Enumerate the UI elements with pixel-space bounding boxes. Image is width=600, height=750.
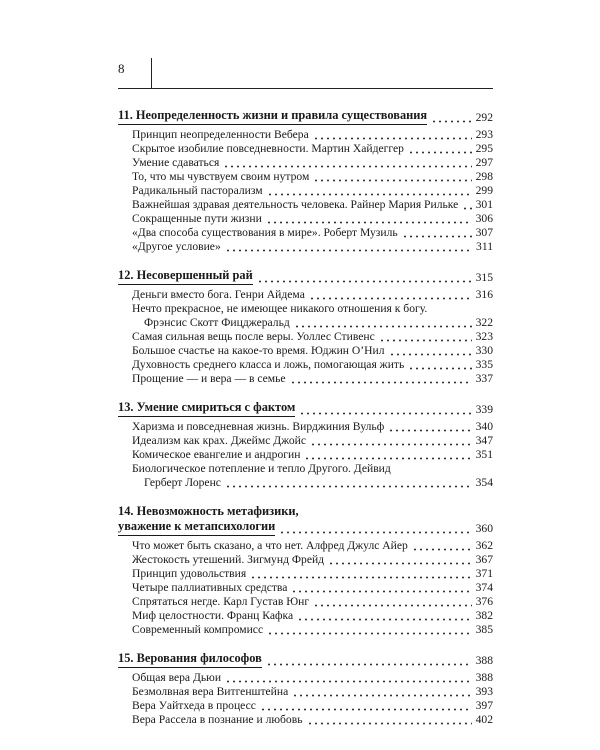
entry-title: Спрятаться негде. Карл Густав Юнг	[132, 595, 310, 608]
leader-dots	[297, 618, 471, 621]
chapter-entry[interactable]	[118, 268, 493, 285]
entry-title: Что может быть сказано, а что нет. Алфред Джулс Айер	[132, 539, 408, 552]
chapter-entry[interactable]	[118, 651, 493, 668]
entry-title: «Два способа существования в мире». Роберт Музиль	[132, 226, 398, 239]
toc-entry-continuation[interactable]	[118, 476, 493, 490]
toc-entry[interactable]	[118, 581, 493, 595]
entry-page: 382	[475, 609, 493, 622]
chapter-title: 15. Верования философов	[118, 651, 262, 668]
chapter-entry-continuation[interactable]	[118, 519, 493, 536]
entry-title: Харизма и повседневная жизнь. Вирджиния Вульф	[132, 420, 385, 433]
entry-title-cont: Фрэнсис Скотт Фицджеральд	[144, 316, 290, 329]
entry-page: 316	[475, 288, 493, 301]
entry-page: 295	[475, 142, 493, 155]
toc-entry[interactable]	[118, 128, 493, 142]
chapter-page: 315	[475, 271, 493, 284]
entry-title: Комическое евангелие и андрогин	[132, 448, 301, 461]
entry-page: 371	[475, 567, 493, 580]
leader-dots	[225, 680, 472, 683]
toc-entry[interactable]	[118, 226, 493, 240]
entry-title: Четыре паллиативных средства	[132, 581, 288, 594]
entry-title: Самая сильная вещь после веры. Уоллес Стивенс	[132, 330, 375, 343]
toc-entry[interactable]	[118, 713, 493, 727]
toc-entry[interactable]	[118, 212, 493, 226]
leader-dots	[291, 590, 471, 593]
toc-entry-continuation[interactable]	[118, 316, 493, 330]
toc-entry[interactable]	[118, 358, 493, 372]
leader-dots	[328, 562, 472, 565]
leader-dots	[388, 429, 471, 432]
toc-section-15	[118, 651, 493, 727]
toc-entry[interactable]	[118, 685, 493, 699]
entry-title: Современный компромисс	[132, 623, 264, 636]
toc-section-13	[118, 400, 493, 490]
leader-dots	[266, 221, 472, 224]
entry-title: Миф целостности. Франц Кафка	[132, 609, 294, 622]
leader-dots	[292, 694, 471, 697]
entry-page: 351	[475, 448, 493, 461]
entry-title: Безмолвная вера Витгенштейна	[132, 685, 289, 698]
leader-dots	[462, 207, 471, 210]
toc-section-12	[118, 268, 493, 386]
entry-title: Принцип удовольствия	[132, 567, 247, 580]
leader-dots	[408, 367, 471, 370]
table-of-contents	[118, 108, 493, 741]
toc-entry[interactable]	[118, 372, 493, 386]
toc-entry[interactable]	[118, 623, 493, 637]
leader-dots	[310, 443, 472, 446]
entry-title: То, что мы чувствуем своим нутром	[132, 170, 310, 183]
entry-page: 374	[475, 581, 493, 594]
entry-page: 402	[475, 713, 493, 726]
leader-dots	[294, 325, 472, 328]
entry-page: 293	[475, 128, 493, 141]
toc-entry[interactable]	[118, 142, 493, 156]
leader-dots	[304, 457, 471, 460]
entry-title: Скрытое изобилие повседневности. Мартин Хайдеггер	[132, 142, 404, 155]
leader-dots	[267, 193, 472, 196]
toc-section-11	[118, 108, 493, 254]
entry-title: Сокращенные пути жизни	[132, 212, 262, 225]
chapter-title: 11. Неопределенность жизни и правила существования	[118, 108, 427, 125]
entry-title: Большое счастье на какое-то время. Юджин О’Нил	[132, 344, 385, 357]
toc-entry[interactable]	[118, 240, 493, 254]
entry-page: 307	[475, 226, 493, 239]
entry-page: 311	[476, 240, 493, 253]
toc-entry[interactable]	[118, 699, 493, 713]
leader-dots	[431, 120, 471, 123]
entry-page: 337	[475, 372, 493, 385]
toc-section-14	[118, 504, 493, 637]
toc-entry[interactable]	[118, 344, 493, 358]
toc-entry[interactable]	[118, 156, 493, 170]
entry-page: 367	[475, 553, 493, 566]
entry-page: 297	[475, 156, 493, 169]
header-horizontal-rule	[118, 88, 493, 89]
entry-page: 362	[475, 539, 493, 552]
leader-dots	[389, 353, 472, 356]
entry-page: 388	[475, 671, 493, 684]
leader-dots	[225, 485, 472, 488]
entry-page: 322	[475, 316, 493, 329]
leader-dots	[250, 576, 471, 579]
leader-dots	[279, 531, 471, 534]
toc-entry[interactable]	[118, 671, 493, 685]
toc-entry[interactable]	[118, 553, 493, 567]
chapter-title-cont: уважение к метапсихологии	[118, 519, 275, 536]
entry-title: Духовность среднего класса и ложь, помогающая жить	[132, 358, 405, 371]
leader-dots	[257, 280, 472, 283]
entry-title: Деньги вместо бога. Генри Айдема	[132, 288, 305, 301]
leader-dots	[267, 632, 472, 635]
chapter-page: 388	[475, 654, 493, 667]
entry-page: 354	[475, 476, 493, 489]
chapter-title: 13. Умение смириться с фактом	[118, 400, 295, 417]
toc-entry-first-line[interactable]: Нечто прекрасное, не имеющее никакого отношения к богу.	[132, 302, 428, 315]
toc-entry[interactable]	[118, 184, 493, 198]
page-number: 8	[118, 61, 125, 76]
toc-entry[interactable]	[118, 330, 493, 344]
toc-entry[interactable]	[118, 434, 493, 448]
toc-entry[interactable]	[118, 448, 493, 462]
entry-page: 323	[475, 330, 493, 343]
entry-title: Умение сдаваться	[132, 156, 220, 169]
entry-title: Прощение — и вера — в семье	[132, 372, 286, 385]
entry-page: 340	[475, 420, 493, 433]
leader-dots	[223, 165, 471, 168]
toc-entry[interactable]	[118, 170, 493, 184]
leader-dots	[225, 249, 472, 252]
toc-entry[interactable]	[118, 198, 493, 212]
leader-dots	[260, 708, 472, 711]
toc-entry[interactable]	[118, 420, 493, 434]
toc-entry-first-line[interactable]: Биологическое потепление и тепло Другого. Дейвид	[132, 462, 391, 475]
entry-title: Радикальный пасторализм	[132, 184, 263, 197]
entry-page: 376	[475, 595, 493, 608]
entry-page: 299	[475, 184, 493, 197]
entry-title: Важнейшая здравая деятельность человека. Райнер Мария Рильке	[132, 198, 459, 211]
chapter-page: 292	[475, 111, 493, 124]
leader-dots	[313, 604, 472, 607]
chapter-page: 339	[475, 403, 493, 416]
entry-page: 335	[475, 358, 493, 371]
toc-entry[interactable]	[118, 567, 493, 581]
entry-page: 301	[475, 198, 493, 211]
entry-title: Вера Рассела в познание и любовь	[132, 713, 303, 726]
leader-dots	[402, 235, 472, 238]
entry-title: «Другое условие»	[132, 240, 221, 253]
chapter-page: 360	[475, 522, 493, 535]
toc-entry[interactable]	[118, 539, 493, 553]
entry-page: 306	[475, 212, 493, 225]
chapter-entry[interactable]	[118, 400, 493, 417]
leader-dots	[379, 339, 472, 342]
entry-title: Принцип неопределенности Вебера	[132, 128, 309, 141]
chapter-title: 12. Несовершенный рай	[118, 268, 253, 285]
entry-page: 397	[475, 699, 493, 712]
entry-page: 393	[475, 685, 493, 698]
entry-title-cont: Герберт Лоренс	[144, 476, 221, 489]
leader-dots	[313, 137, 472, 140]
chapter-title-first-line[interactable]: 14. Невозможность метафизики,	[118, 504, 299, 518]
entry-page: 385	[475, 623, 493, 636]
leader-dots	[408, 151, 472, 154]
leader-dots	[313, 179, 471, 182]
leader-dots	[299, 412, 471, 415]
entry-title: Идеализм как крах. Джеймс Джойс	[132, 434, 307, 447]
leader-dots	[412, 548, 472, 551]
entry-title: Жестокость утешений. Зигмунд Фрейд	[132, 553, 325, 566]
leader-dots	[309, 297, 472, 300]
entry-page: 330	[475, 344, 493, 357]
toc-entry[interactable]	[118, 288, 493, 302]
entry-title: Вера Уайтхеда в процесс	[132, 699, 256, 712]
entry-title: Общая вера Дьюи	[132, 671, 222, 684]
leader-dots	[290, 381, 472, 384]
toc-entry[interactable]	[118, 595, 493, 609]
toc-entry[interactable]	[118, 609, 493, 623]
header-vertical-rule	[151, 58, 152, 88]
leader-dots	[266, 663, 472, 666]
entry-page: 298	[475, 170, 493, 183]
chapter-entry[interactable]	[118, 108, 493, 125]
entry-page: 347	[475, 434, 493, 447]
leader-dots	[307, 722, 472, 725]
